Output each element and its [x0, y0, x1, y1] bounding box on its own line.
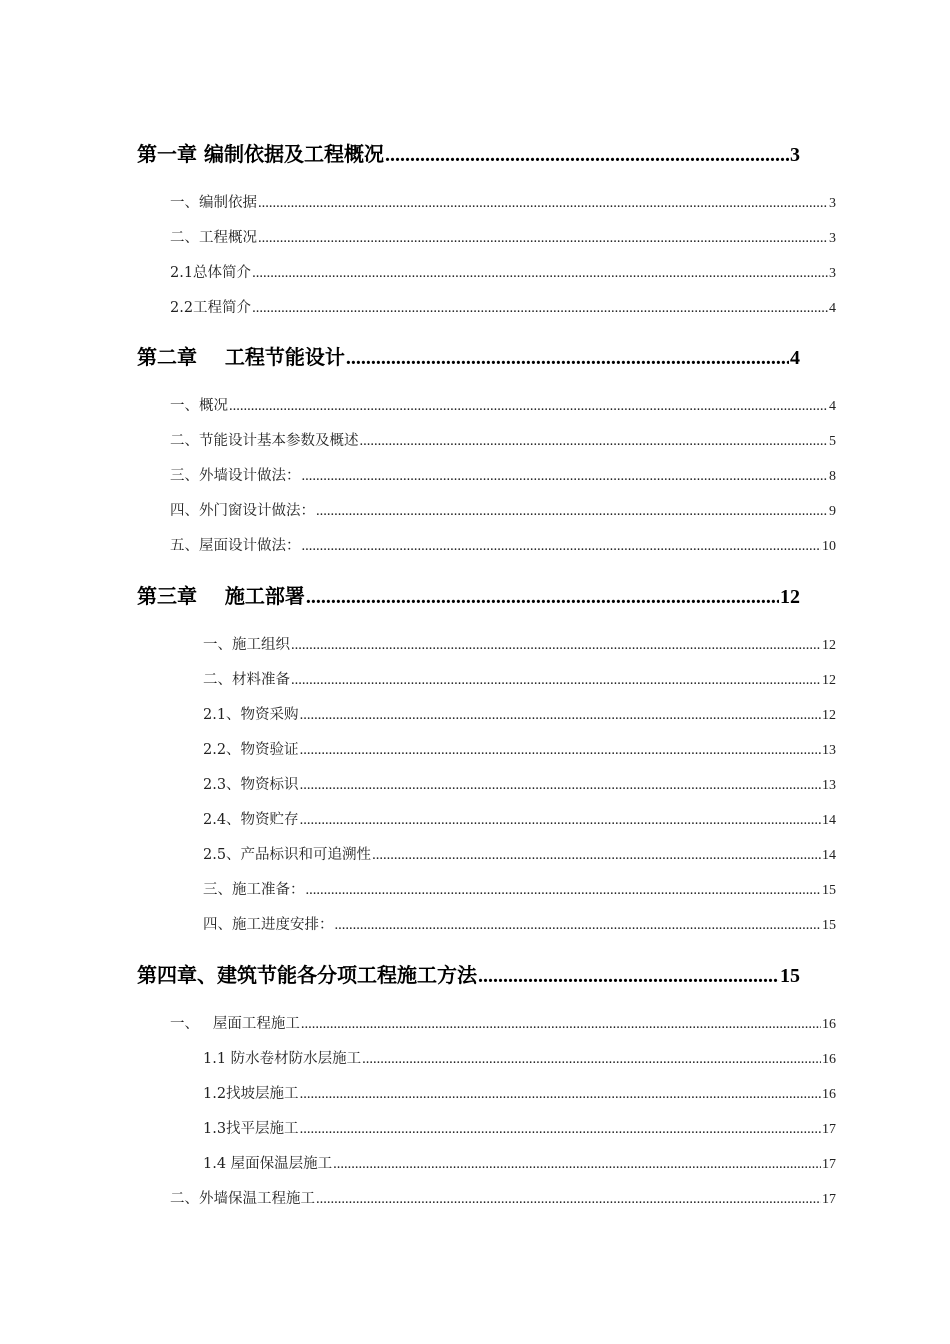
toc-entry[interactable] — [203, 773, 836, 795]
page-number: 17 — [822, 1122, 836, 1137]
page-number: 5 — [829, 434, 836, 449]
chapter-title: 第三章 施工部署 — [137, 584, 305, 608]
leader-dots — [300, 707, 821, 724]
entry-label: 一、施工组织 — [203, 637, 290, 653]
entry-label: 1.1 防水卷材防水层施工 — [203, 1051, 362, 1067]
entry-label: 2.2、物资验证 — [203, 742, 299, 758]
entry-label: 三、施工准备： — [203, 882, 305, 898]
toc-chapter-1[interactable] — [137, 138, 800, 168]
leader-dots — [302, 538, 822, 555]
leader-dots — [300, 1086, 821, 1103]
entry-label: 2.2工程简介 — [170, 300, 252, 316]
entry-label: 1.3找平层施工 — [203, 1121, 299, 1137]
page-number: 9 — [829, 504, 836, 519]
entry-label: 二、节能设计基本参数及概述 — [170, 433, 359, 449]
leader-dots — [478, 965, 779, 988]
page-number: 12 — [780, 586, 800, 608]
toc-entry[interactable] — [203, 738, 836, 760]
toc-entry[interactable] — [203, 1082, 836, 1104]
leader-dots — [372, 847, 821, 864]
toc-entry[interactable] — [203, 878, 836, 900]
page-number: 3 — [829, 196, 836, 211]
leader-dots — [301, 1016, 821, 1033]
leader-dots — [252, 300, 828, 317]
toc-entry[interactable] — [170, 296, 836, 318]
page-number: 4 — [829, 399, 836, 414]
toc-chapter-3[interactable] — [137, 580, 800, 610]
leader-dots — [229, 398, 828, 415]
toc-entry[interactable] — [203, 808, 836, 830]
entry-label: 一、 屋面工程施工 — [170, 1016, 300, 1032]
page-number: 4 — [790, 347, 800, 369]
page-number: 8 — [829, 469, 836, 484]
chapter-title: 第四章、建筑节能各分项工程施工方法 — [137, 963, 477, 987]
toc-entry[interactable] — [170, 226, 836, 248]
entry-label: 1.2找坡层施工 — [203, 1086, 299, 1102]
page-number: 13 — [822, 778, 836, 793]
page-number: 16 — [822, 1052, 836, 1067]
page-number: 15 — [780, 965, 800, 987]
page-number: 12 — [822, 638, 836, 653]
page-number: 3 — [790, 144, 800, 166]
entry-label: 1.4 屋面保温层施工 — [203, 1156, 333, 1172]
toc-entry[interactable] — [203, 703, 836, 725]
leader-dots — [300, 1121, 821, 1138]
toc-entry[interactable] — [170, 394, 836, 416]
leader-dots — [346, 347, 789, 370]
leader-dots — [316, 503, 828, 520]
toc-chapter-2[interactable] — [137, 341, 800, 371]
toc-entry[interactable] — [203, 668, 836, 690]
page-number: 3 — [829, 231, 836, 246]
entry-label: 二、材料准备 — [203, 672, 290, 688]
entry-label: 2.3、物资标识 — [203, 777, 299, 793]
entry-label: 二、工程概况 — [170, 230, 257, 246]
page-number: 17 — [822, 1157, 836, 1172]
entry-label: 三、外墙设计做法： — [170, 468, 301, 484]
leader-dots — [300, 742, 821, 759]
page-number: 13 — [822, 743, 836, 758]
leader-dots — [306, 882, 822, 899]
entry-label: 四、施工进度安排： — [203, 917, 334, 933]
page-number: 14 — [822, 848, 836, 863]
toc-entry[interactable] — [203, 1152, 836, 1174]
toc-entry[interactable] — [170, 1187, 836, 1209]
toc-entry[interactable] — [170, 1012, 836, 1034]
chapter-title: 第二章 工程节能设计 — [137, 345, 345, 369]
toc-entry[interactable] — [203, 913, 836, 935]
leader-dots — [360, 433, 829, 450]
entry-label: 一、概况 — [170, 398, 228, 414]
toc-entry[interactable] — [203, 1047, 836, 1069]
page-number: 16 — [822, 1017, 836, 1032]
leader-dots — [335, 917, 822, 934]
leader-dots — [300, 777, 821, 794]
leader-dots — [300, 812, 821, 829]
page-number: 3 — [829, 266, 836, 281]
toc-entry[interactable] — [170, 499, 836, 521]
toc-entry[interactable] — [170, 534, 836, 556]
entry-label: 2.1、物资采购 — [203, 707, 299, 723]
leader-dots — [258, 230, 828, 247]
leader-dots — [291, 637, 821, 654]
page-number: 10 — [822, 539, 836, 554]
leader-dots — [291, 672, 821, 689]
leader-dots — [252, 265, 828, 282]
toc-entry[interactable] — [203, 843, 836, 865]
leader-dots — [302, 468, 829, 485]
page-number: 15 — [822, 883, 836, 898]
page-number: 16 — [822, 1087, 836, 1102]
leader-dots — [362, 1051, 821, 1068]
entry-label: 四、外门窗设计做法： — [170, 503, 315, 519]
toc-entry[interactable] — [170, 429, 836, 451]
chapter-title: 第一章 编制依据及工程概况 — [137, 142, 384, 166]
toc-entry[interactable] — [203, 1117, 836, 1139]
toc-entry[interactable] — [203, 633, 836, 655]
leader-dots — [258, 195, 828, 212]
leader-dots — [316, 1191, 821, 1208]
toc-entry[interactable] — [170, 191, 836, 213]
leader-dots — [333, 1156, 821, 1173]
entry-label: 2.4、物资贮存 — [203, 812, 299, 828]
entry-label: 五、屋面设计做法： — [170, 538, 301, 554]
entry-label: 2.1总体简介 — [170, 265, 252, 281]
page-number: 15 — [822, 918, 836, 933]
page-number: 12 — [822, 708, 836, 723]
toc-entry[interactable] — [170, 464, 836, 486]
toc-entry[interactable] — [170, 261, 836, 283]
page-number: 14 — [822, 813, 836, 828]
entry-label: 2.5、产品标识和可追溯性 — [203, 847, 372, 863]
page-number: 12 — [822, 673, 836, 688]
page-number: 17 — [822, 1192, 836, 1207]
toc-chapter-4[interactable] — [137, 959, 800, 989]
entry-label: 二、外墙保温工程施工 — [170, 1191, 315, 1207]
page-number: 4 — [829, 301, 836, 316]
entry-label: 一、编制依据 — [170, 195, 257, 211]
leader-dots — [385, 144, 789, 167]
leader-dots — [306, 586, 779, 609]
